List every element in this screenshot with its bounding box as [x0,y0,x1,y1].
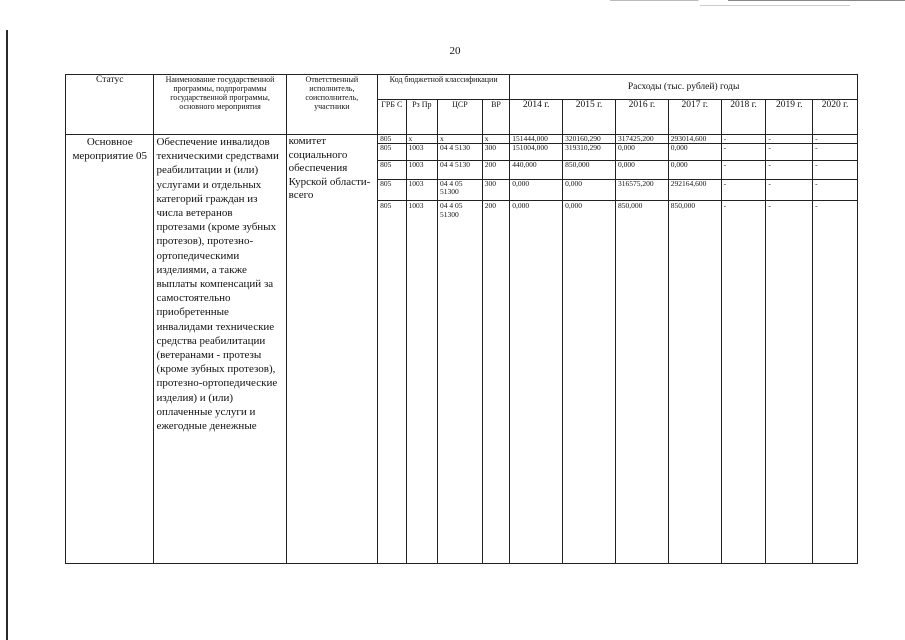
value-2020: - [813,201,858,564]
header-year-2014: 2014 г. [510,100,563,135]
value-2017: 293014,600 [668,135,721,144]
value-2017: 0,000 [668,144,721,161]
header-grbs: ГРБ С [378,100,406,135]
name-cell: Обеспечение инвалидов техническими средствами реабилитации и (или) услугами и отдельных категорий граждан из числа ветеранов протезами (кроме зубных протезов), протезно-ортопедическими изделиями, а также выплаты компенсаций за самостоятельно приобретенные инвалидами технические средства реабилитации (ветеранами - протезы (кроме зубных протезов), протезно-ортопедические изделия) и (или) оплаченные услуги и ежегодные денежные [154,135,286,564]
value-2014: 151444,000 [510,135,563,144]
csr-cell: 04 4 5130 [438,161,483,180]
csr-cell: 04 4 05 51300 [438,201,483,564]
value-2014: 0,000 [510,180,563,201]
value-2018: - [721,201,766,564]
value-2020: - [813,161,858,180]
value-2019: - [766,201,813,564]
header-year-2018: 2018 г. [721,100,766,135]
value-2017: 850,000 [668,201,721,564]
scan-edge-top-secondary [700,5,850,6]
header-row-1 [66,75,858,100]
value-2018: - [721,135,766,144]
vr-cell: 300 [482,144,509,161]
value-2018: - [721,180,766,201]
grbs-cell: 805 [378,201,406,564]
value-2015: 319310,290 [563,144,616,161]
value-2015: 0,000 [563,201,616,564]
csr-cell: 04 4 05 51300 [438,180,483,201]
value-2016: 316575,200 [615,180,668,201]
value-2019: - [766,161,813,180]
vr-cell: 200 [482,161,509,180]
value-2019: - [766,144,813,161]
vr-cell: 300 [482,180,509,201]
value-2015: 0,000 [563,180,616,201]
header-year-2016: 2016 г. [615,100,668,135]
table-row [66,135,858,144]
vr-cell: 200 [482,201,509,564]
header-year-2015: 2015 г. [563,100,616,135]
header-csr: ЦСР [438,100,483,135]
grbs-cell: 805 [378,161,406,180]
value-2015: 320160,290 [563,135,616,144]
header-budget-code: Код бюджетной классификации [378,75,510,100]
header-status: Статус [66,75,154,135]
value-2015: 850,000 [563,161,616,180]
csr-cell: х [438,135,483,144]
value-2016: 0,000 [615,161,668,180]
header-executor: Ответственный исполнитель, соисполнитель, участники [286,75,377,135]
value-2014: 440,000 [510,161,563,180]
value-2019: - [766,135,813,144]
grbs-cell: 805 [378,135,406,144]
vr-cell: х [482,135,509,144]
rzpr-cell: 1003 [406,201,438,564]
value-2016: 317425,200 [615,135,668,144]
rzpr-cell: х [406,135,438,144]
csr-cell: 04 4 5130 [438,144,483,161]
value-2020: - [813,144,858,161]
header-year-2019: 2019 г. [766,100,813,135]
scan-edge-left [6,30,8,640]
header-expenses: Расходы (тыс. рублей) годы [510,75,858,100]
value-2016: 0,000 [615,144,668,161]
header-rzpr: Рз Пр [406,100,438,135]
status-cell: Основное мероприятие 05 [66,135,154,564]
value-2017: 0,000 [668,161,721,180]
value-2018: - [721,144,766,161]
value-2020: - [813,180,858,201]
value-2018: - [721,161,766,180]
rzpr-cell: 1003 [406,144,438,161]
header-name: Наименование государственной программы, подпрограммы государственной программы, основного мероприятия [154,75,286,135]
scan-edge-top [610,0,905,1]
budget-table [65,74,858,564]
executor-cell: комитет социального обеспечения Курской области- всего [286,135,377,564]
grbs-cell: 805 [378,144,406,161]
rzpr-cell: 1003 [406,161,438,180]
value-2014: 151004,000 [510,144,563,161]
value-2016: 850,000 [615,201,668,564]
header-year-2017: 2017 г. [668,100,721,135]
value-2020: - [813,135,858,144]
rzpr-cell: 1003 [406,180,438,201]
value-2019: - [766,180,813,201]
value-2017: 292164,600 [668,180,721,201]
page-number: 20 [449,45,461,57]
grbs-cell: 805 [378,180,406,201]
header-vr: ВР [482,100,509,135]
value-2014: 0,000 [510,201,563,564]
header-year-2020: 2020 г. [813,100,858,135]
